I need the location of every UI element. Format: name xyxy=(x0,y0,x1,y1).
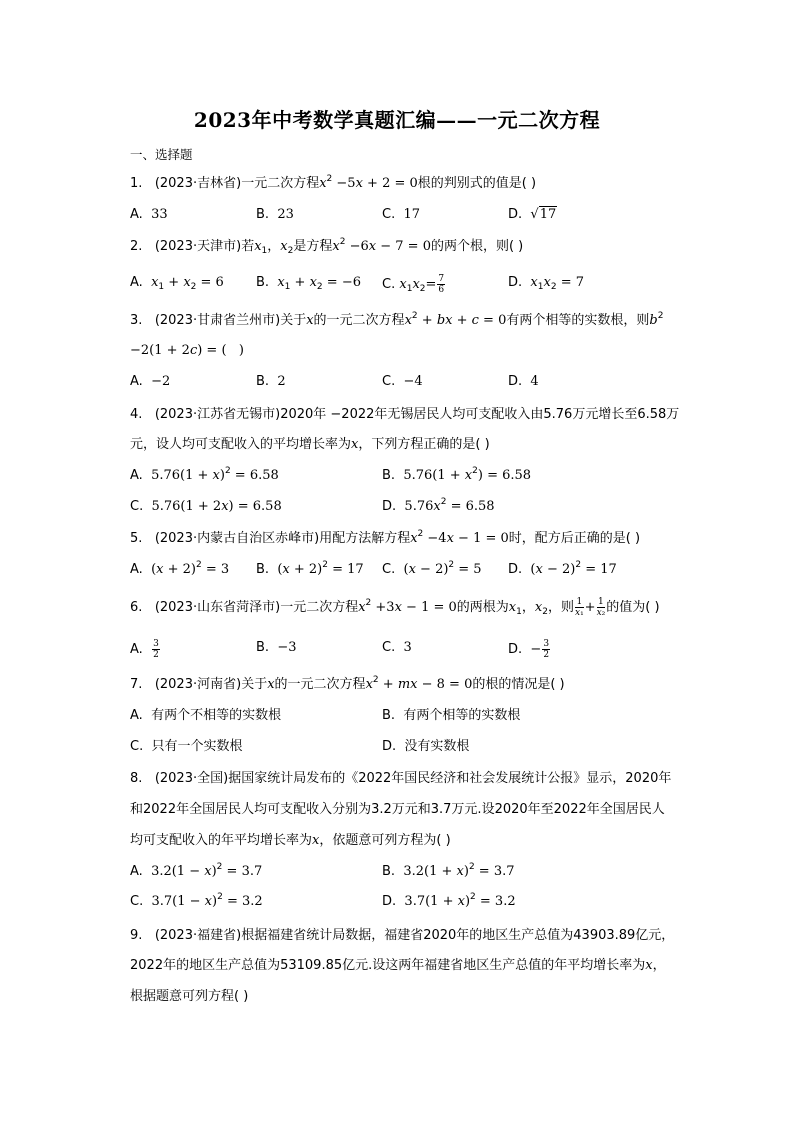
q8-option-d[interactable]: D. $3.7(1 + x)^2 = 3.2$ xyxy=(382,892,516,909)
question-3-line-2: −2(1 + 2c) = ( ) xyxy=(130,343,244,358)
question-6: 6. (2023·山东省菏泽市)一元二次方程$x^2 +3x - 1 = 0$的两根为$x_1$，$x_2$，则 $\frac{1}{\text{x₁}}$ + $\frac{1}{\text{x₂}}$ 的值为( ) xyxy=(130,597,660,618)
q6-option-b[interactable]: B. −3 xyxy=(256,640,297,655)
q3-option-d[interactable]: D. 4 xyxy=(508,374,539,389)
q2-option-b[interactable]: B. $x_1 + x_2 = -6$ xyxy=(256,275,361,292)
q2-option-a[interactable]: A. $x_1 + x_2 = 6$ xyxy=(130,275,224,292)
q7-option-c[interactable]: C. 只有一个实数根 xyxy=(130,739,243,754)
question-4-line-2: 元，设人均可支配收入的平均增长率为x，下列方程正确的是( ) xyxy=(130,437,490,452)
question-9-line-3: 根据题意可列方程( ) xyxy=(130,989,249,1004)
q6-option-a[interactable]: A. $\frac{3}{2}$ xyxy=(130,639,159,660)
question-2: 2. (2023·天津市)若$x_1$，$x_2$是方程$x^2 -6x - 7 = 0$的两个根，则( ) xyxy=(130,237,524,256)
q5-option-c[interactable]: C. $(x - 2)^2 = 5$ xyxy=(382,560,482,577)
q3-option-a[interactable]: A. −2 xyxy=(130,374,171,389)
q7-option-a[interactable]: A. 有两个不相等的实数根 xyxy=(130,708,282,723)
q8-option-b[interactable]: B. $3.2(1 + x)^2 = 3.7$ xyxy=(382,862,515,879)
question-7: 7. (2023·河南省)关于x的一元二次方程$x^2$ + mx − 8 = 0的根的情况是( ) xyxy=(130,675,565,692)
question-8: 8. (2023·全国)据国家统计局发布的《2022年国民经济和社会发展统计公报》显示，2020年 xyxy=(130,771,672,786)
q2-option-d[interactable]: D. $x_1x_2 = 7$ xyxy=(508,275,585,292)
q3-option-c[interactable]: C. −4 xyxy=(382,374,423,389)
q1-option-d[interactable]: D. √17 xyxy=(508,207,557,222)
question-4: 4. (2023·江苏省无锡市)2020年 −2022年无锡居民人均可支配收入由5.76万元增长至6.58万 xyxy=(130,407,680,422)
q5-option-d[interactable]: D. $(x - 2)^2 = 17$ xyxy=(508,560,617,577)
q2-option-c[interactable]: C. $x_1x_2=$ $\frac{7}{6}$ xyxy=(382,274,445,295)
question-1: 1. (2023·吉林省)一元二次方程$x^2 -5x + 2 = 0$根的判别式的值是( ) xyxy=(130,174,537,191)
question-5: 5. (2023·内蒙古自治区赤峰市)用配方法解方程$x^2 -4x - 1 = 0$时，配方后正确的是( ) xyxy=(130,529,641,546)
q1-option-a[interactable]: A. 33 xyxy=(130,207,168,222)
q4-option-b[interactable]: B. $5.76(1 + x^2) = 6.58$ xyxy=(382,466,532,483)
question-9-line-2: 2022年的地区生产总值为53109.85亿元.设这两年福建省地区生产总值的年平均增长率为x， xyxy=(130,958,666,973)
q4-option-a[interactable]: A. $5.76(1 + x)^2 = 6.58$ xyxy=(130,466,279,483)
q4-option-d[interactable]: D. $5.76x^2 = 6.58$ xyxy=(382,497,495,514)
q3-option-b[interactable]: B. 2 xyxy=(256,374,286,389)
section-heading: 一、选择题 xyxy=(130,147,193,162)
q6-option-d[interactable]: D. − $\frac{3}{2}$ xyxy=(508,639,550,660)
q1-option-b[interactable]: B. 23 xyxy=(256,207,294,222)
q7-option-d[interactable]: D. 没有实数根 xyxy=(382,739,470,754)
q4-option-c[interactable]: C. 5.76(1 + 2x) = 6.58 xyxy=(130,499,282,514)
q8-option-a[interactable]: A. $3.2(1 - x)^2 = 3.7$ xyxy=(130,862,263,879)
q6-option-c[interactable]: C. 3 xyxy=(382,640,412,655)
q5-option-b[interactable]: B. $(x + 2)^2 = 17$ xyxy=(256,560,364,577)
q1-option-c[interactable]: C. 17 xyxy=(382,207,421,222)
question-8-line-3: 均可支配收入的年平均增长率为x，依题意可列方程为( ) xyxy=(130,833,451,848)
page-title: 2023年中考数学真题汇编——一元二次方程 xyxy=(193,108,601,132)
question-8-line-2: 和2022年全国居民人均可支配收入分别为3.2万元和3.7万元.设2020年至2022年全国居民人 xyxy=(130,802,665,817)
q8-option-c[interactable]: C. $3.7(1 - x)^2 = 3.2$ xyxy=(130,892,263,909)
question-3: 3. (2023·甘肃省兰州市)关于x的一元二次方程$x^2$ + bx + c = 0有两个相等的实数根，则$b^2$ xyxy=(130,311,664,328)
question-9: 9. (2023·福建省)根据福建省统计局数据，福建省2020年的地区生产总值为43903.89亿元， xyxy=(130,928,675,943)
q7-option-b[interactable]: B. 有两个相等的实数根 xyxy=(382,708,521,723)
q5-option-a[interactable]: A. $(x + 2)^2 = 3$ xyxy=(130,560,230,577)
